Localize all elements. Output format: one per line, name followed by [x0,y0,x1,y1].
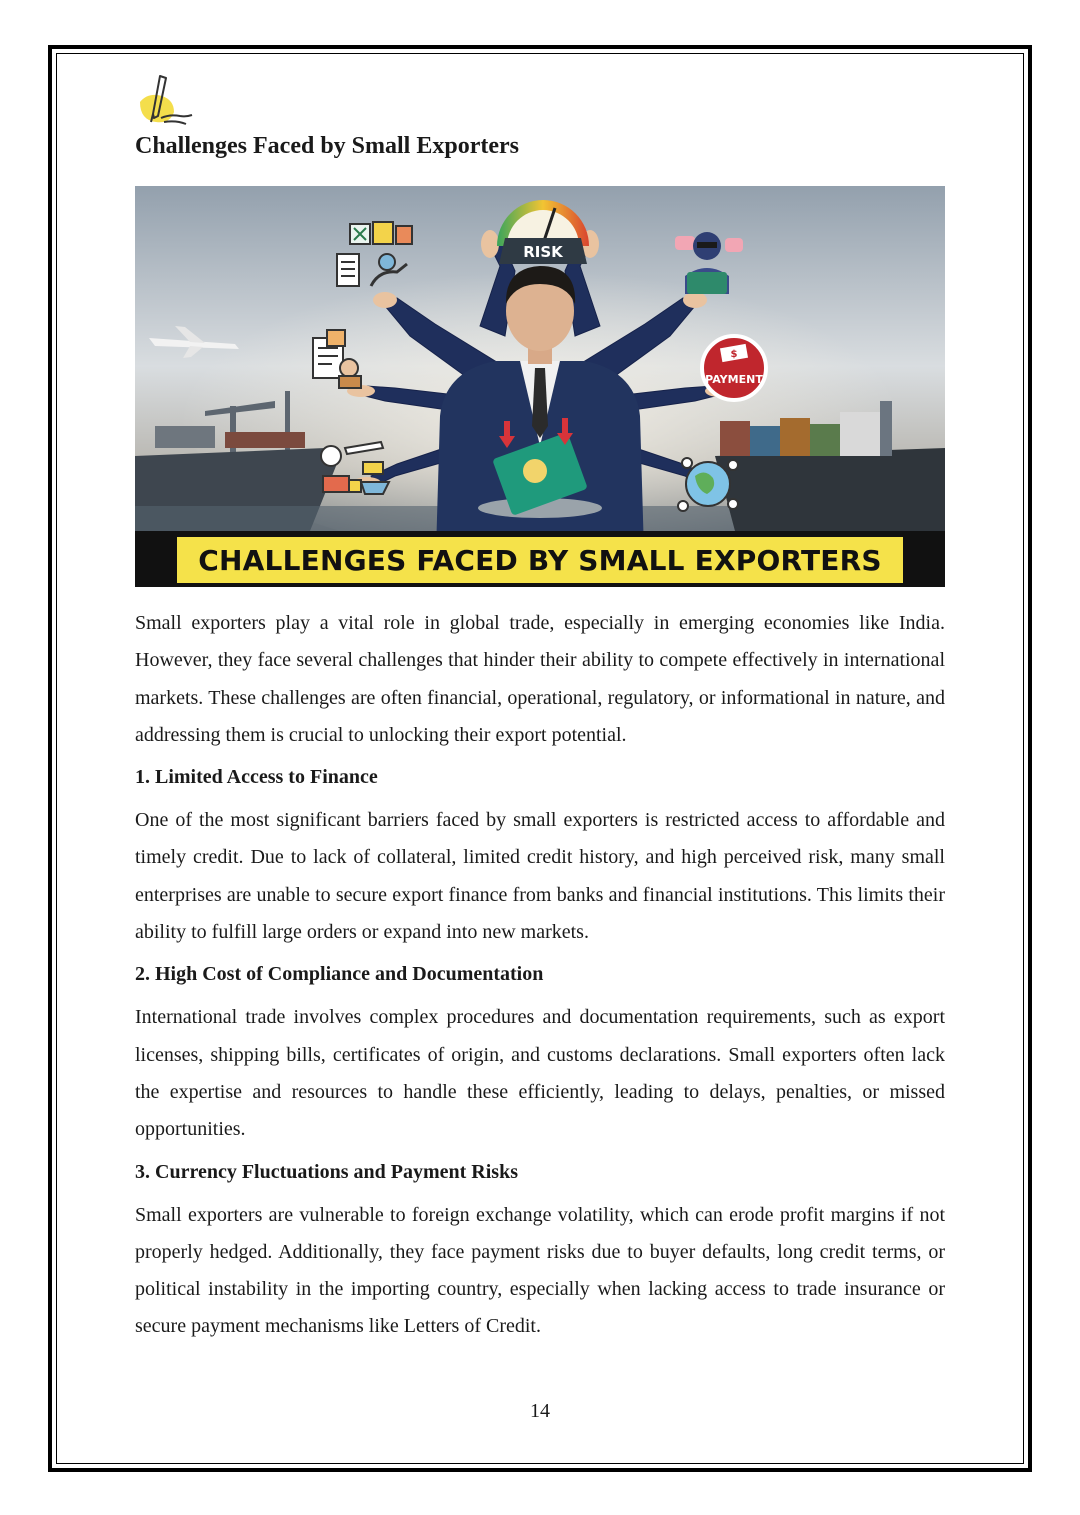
risk-label: RISK [523,243,563,261]
intro-paragraph: Small exporters play a vital role in global trade, especially in emerging economies like India. However, they face several challenges that hinder their ability to compete effectively in international markets. These challenges are often financial, operational, regulatory, or informational in nature, and addressing them is crucial to unlocking their export potential. [135,612,945,746]
page-number: 14 [530,1400,550,1422]
section-body-currency: Small exporters are vulnerable to foreign exchange volatility, which can erode profit margins if not properly hedged. Additionally, they face payment risks due to buyer defaults, long credit terms, or political instability in the importing country, especially when lacking access to trade insurance or secure payment mechanisms like Letters of Credit. [135,1203,945,1338]
hero-image [135,186,945,587]
document-body [135,605,945,1346]
section-heading-finance: 1. Limited Access to Finance [135,766,378,789]
section-heading-currency: 3. Currency Fluctuations and Payment Risks [135,1160,518,1183]
payment-label: PAYMENT [705,373,763,386]
section-body-finance: One of the most significant barriers faced by small exporters is restricted access to affordable and timely credit. Due to lack of collateral, limited credit history, and high perceived risk, many small enterprises are unable to secure export finance from banks and financial institutions. This limits their ability to fulfill large orders or expand into new markets. [135,809,945,944]
pen-writing-icon [134,72,200,130]
hero-banner [177,537,903,583]
payment-icon [702,336,766,400]
svg-text:$: $ [730,349,738,360]
section-heading-compliance: 2. High Cost of Compliance and Documentation [135,963,544,986]
hero-banner-text: CHALLENGES FACED BY SMALL EXPORTERS [198,543,882,577]
section-body-compliance: International trade involves complex procedures and documentation requirements, such as export licenses, shipping bills, certificates of origin, and customs declarations. Small exporters often lack the expertise and resources to handle these efficiently, leading to delays, penalties, or missed opportunities. [135,1006,945,1141]
page-title: Challenges Faced by Small Exporters [135,133,519,159]
globe-network-icon [678,458,738,511]
